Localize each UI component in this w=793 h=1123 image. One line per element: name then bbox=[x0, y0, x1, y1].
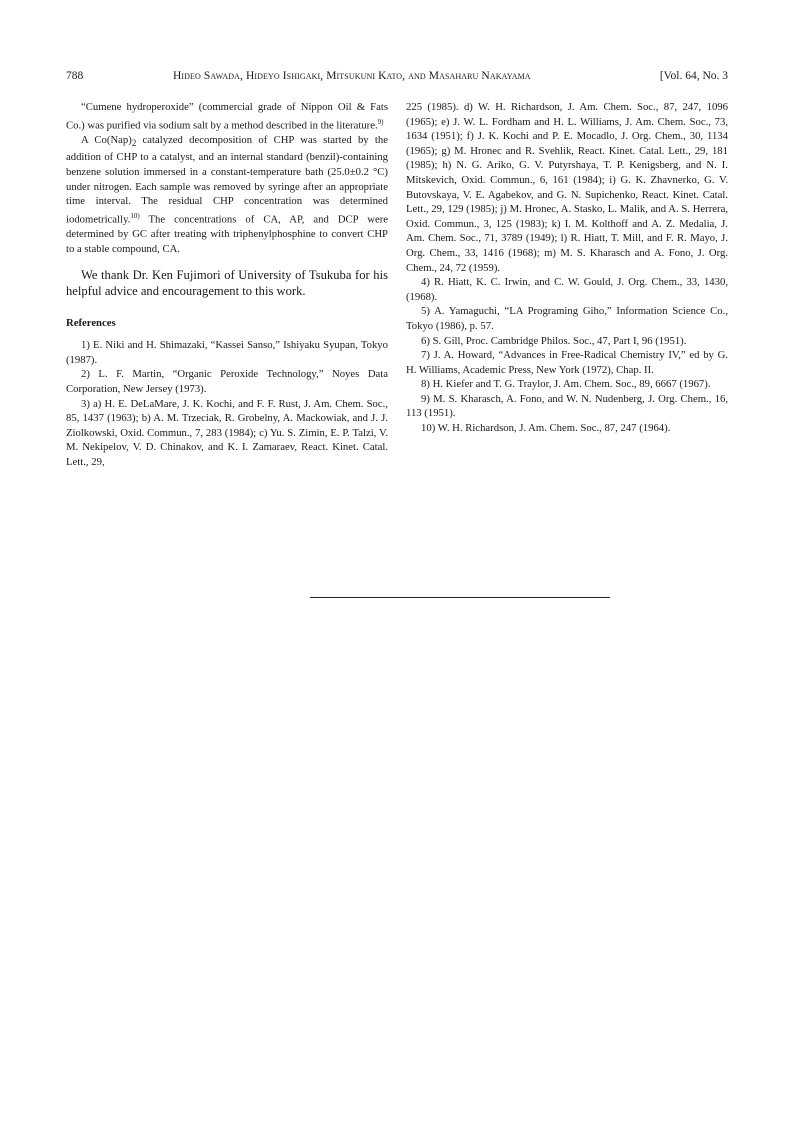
reference-5: 5) A. Yamaguchi, “LA Programing Giho,” Information Science Co., Tokyo (1986), p. 57. bbox=[406, 305, 728, 332]
reference-3: 3) a) H. E. DeLaMare, J. K. Kochi, and F. F. Rust, J. Am. Chem. Soc., 85, 1437 (1963); b) A. M. Trzeciak, R. Grobelny, A. Mackowiak, and J. J. Ziolkowski, Oxid. Commun., 7, 283 (1984); c) Yu. S. Zimin, E. P. Talzi, V. M. Nekipelov, V. D. Chinakov, and K. I. Zamaraev, React. Kinet. Catal. Lett., 29, bbox=[66, 397, 388, 468]
reference-4: 4) R. Hiatt, K. C. Irwin, and C. W. Gould, J. Org. Chem., 33, 1430, (1968). bbox=[406, 276, 728, 303]
reference-9: 9) M. S. Kharasch, A. Fono, and W. N. Nudenberg, J. Org. Chem., 16, 113 (1951). bbox=[406, 392, 728, 420]
right-column bbox=[406, 100, 728, 436]
references-heading: References bbox=[66, 316, 116, 329]
acknowledgment: We thank Dr. Ken Fujimori of University of Tsukuba for his helpful advice and encouragement to this work. bbox=[66, 268, 388, 299]
paragraph-cumene: “Cumene hydroperoxide” (commercial grade of Nippon Oil & Fats Co.) was purified via sodium salt by a method described in the literature.$^{9)}$ bbox=[66, 101, 388, 132]
end-rule bbox=[310, 597, 610, 598]
paragraph-decomposition: A $Co(Nap)_2$ catalyzed decomposition of CHP was started by the addition of CHP to a catalyst, and an internal standard (benzil)-containing benzene solution immersed in a constant-temperature bath (25.0±0.2 °C) under nitrogen. Each sample was removed by syringe after an appropriate time interval. The residual CHP concentration was determined iodometrically.$^{10)}$ The concentrations of CA, AP, and DCP were determined by GC after treating with triphenylphosphine to convert CHP to a stable compound, CA. bbox=[66, 133, 388, 255]
reference-3-continued: 225 (1985). d) W. H. Richardson, J. Am. Chem. Soc., 87, 247, 1096 (1965); e) J. W. L. Fordham and H. L. Williams, J. Am. Chem. Soc., 73, 1634 (1951); f) J. K. Kochi and P. E. Mocadlo, J. Org. Chem., 30, 1134 (1965); g) M. Hronec and R. Svehlik, React. Kinet. Catal. Lett., 29, 181 (1985); h) N. G. Ariko, G. V. Putyrshaya, T. P. Kenigsberg, and N. I. Mitskevich, Oxid. Commun., 6, 161 (1984); i) G. K. Zhavnerko, G. V. Butovskaya, V. E. Agabekov, and G. N. Supichenko, React. Kinet. Catal. Lett., 29, 129 (1985); j) M. Hronec, A. Stasko, L. Malik, and A. S. Herrera, Oxid. Commun., 3, 125 (1983); k) I. M. Kolthoff and A. Z. Medalia, J. Am. Chem. Soc., 71, 3789 (1949); l) R. Hiatt, T. Mill, and F. R. Mayo, J. Org. Chem., 33, 1416 (1968); m) M. S. Kharasch and A. Fono, J. Org. Chem., 24, 72 (1959). bbox=[406, 101, 728, 274]
running-authors: Hideo Sawada, Hideyo Ishigaki, Mitsukuni Kato, and Masaharu Nakayama bbox=[173, 70, 531, 82]
reference-8: 8) H. Kiefer and T. G. Traylor, J. Am. Chem. Soc., 89, 6667 (1967). bbox=[421, 378, 711, 391]
journal-page bbox=[66, 70, 728, 468]
reference-7: 7) J. A. Howard, “Advances in Free-Radical Chemistry IV,” ed by G. H. Williams, Academic Press, New York (1972), Chap. II. bbox=[406, 349, 728, 376]
running-header bbox=[66, 70, 728, 90]
reference-2: 2) L. F. Martin, “Organic Peroxide Technology,” Noyes Data Corporation, New Jersey (1973). bbox=[66, 368, 388, 395]
reference-6: 6) S. Gill, Proc. Cambridge Philos. Soc., 47, Part I, 96 (1951). bbox=[421, 334, 687, 347]
page-number: 788 bbox=[66, 70, 84, 82]
reference-10: 10) W. H. Richardson, J. Am. Chem. Soc., 87, 247 (1964). bbox=[421, 422, 671, 435]
volume-info: [Vol. 64, No. 3 bbox=[659, 70, 728, 82]
left-column bbox=[66, 100, 388, 470]
reference-1: 1) E. Niki and H. Shimazaki, “Kassei Sanso,” Ishiyaku Syupan, Tokyo (1987). bbox=[66, 339, 388, 366]
